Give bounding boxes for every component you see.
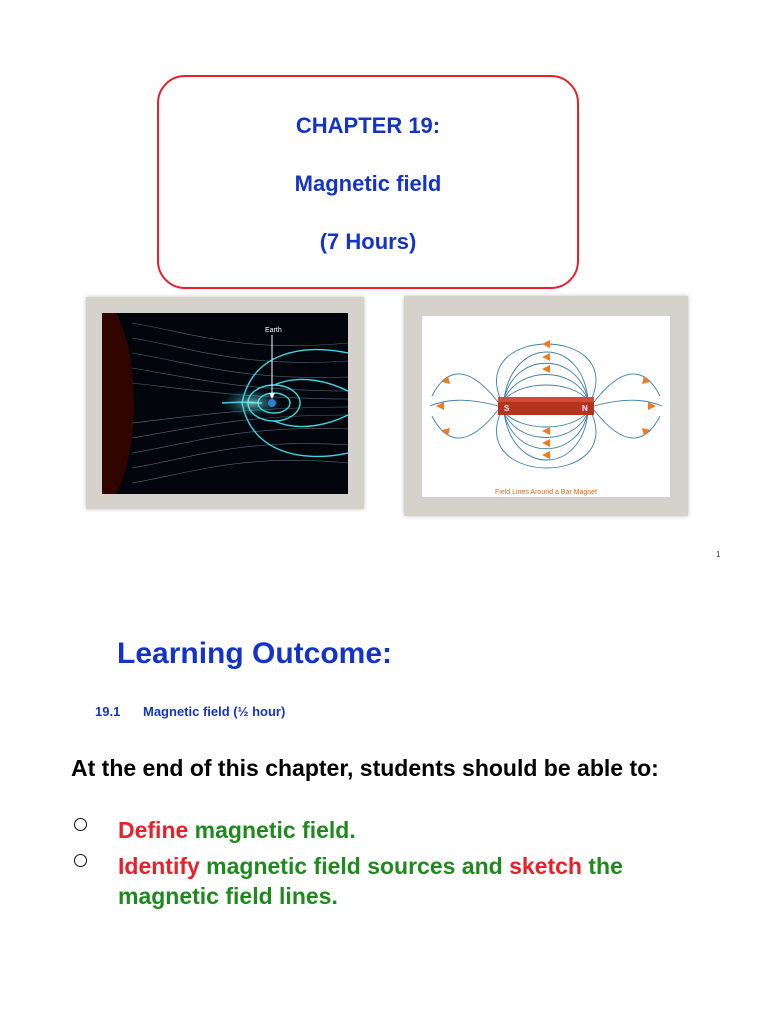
outcome-intro: At the end of this chapter, students should be able to: (71, 755, 659, 781)
learning-outcome-heading: Learning Outcome: (117, 637, 393, 670)
outcome-bullet-1 (118, 815, 718, 845)
chapter-number: CHAPTER 19: (295, 113, 441, 138)
page-number: 1 (716, 550, 721, 559)
bullet-2-text-a: magnetic field sources and (199, 853, 510, 879)
bullet-circle-icon (74, 854, 87, 867)
outcome-bullet-2 (118, 851, 718, 911)
bar-magnet-image (421, 315, 671, 498)
bullet-circle-icon (74, 818, 87, 831)
chapter-topic: Magnetic field (294, 171, 442, 196)
bar-magnet-caption: Field Lines Around a Bar Magnet (495, 489, 597, 496)
south-pole-label: S (504, 404, 510, 413)
north-pole-label: N (582, 404, 588, 413)
bullet-1-text: magnetic field. (188, 817, 356, 843)
subtopic-number: 19.1 (95, 704, 121, 719)
chapter-duration: (7 Hours) (319, 229, 417, 254)
bullet-2-verb-sketch: sketch (509, 853, 582, 879)
magnetosphere-image (102, 313, 348, 494)
chapter-title-box (157, 75, 579, 289)
bullet-1-verb: Define (118, 817, 189, 843)
earth-label: Earth (265, 327, 282, 334)
bullet-2-text-b: the magnetic field lines. (118, 853, 623, 909)
magnetosphere-image-frame (86, 297, 364, 509)
bullet-2-verb-identify: Identify (118, 853, 200, 879)
bar-magnet-image-frame (404, 296, 688, 516)
earth-shape (268, 399, 276, 407)
subtopic-text: Magnetic field (½ hour) (143, 704, 286, 719)
